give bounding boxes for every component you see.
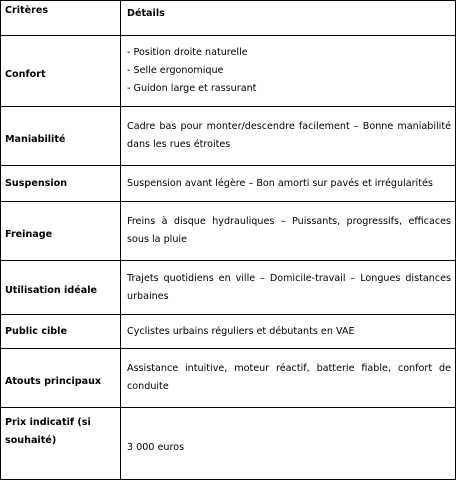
row-label: Freinage [1,202,121,261]
table-row [1,408,456,480]
row-label: Maniabilité [1,107,121,166]
table-row [1,261,456,315]
row-label: Utilisation idéale [1,261,121,315]
row-details: Cyclistes urbains réguliers et débutants en VAE [121,315,456,349]
row-details: Assistance intuitive, moteur réactif, batterie fiable, confort de conduite [121,349,456,408]
bullet-item: - Position droite naturelle [127,47,248,58]
row-details: Freins à disque hydrauliques – Puissants, progressifs, efficaces sous la pluie [121,202,456,261]
row-label: Suspension [1,166,121,202]
header-row [1,1,456,36]
table-row [1,349,456,408]
row-label: Public cible [1,315,121,349]
header-details: Détails [121,1,456,36]
row-details: Suspension avant légère – Bon amorti sur pavés et irrégularités [121,166,456,202]
table-row [1,166,456,202]
row-details: 3 000 euros [121,408,456,480]
row-label: Atouts principaux [1,349,121,408]
header-criteres: Critères [1,1,121,36]
bullet-item: - Selle ergonomique [127,65,224,76]
table-row [1,202,456,261]
row-label: Confort [1,36,121,107]
row-details [121,36,456,107]
row-details: Trajets quotidiens en ville – Domicile-travail – Longues distances urbaines [121,261,456,315]
row-details: Cadre bas pour monter/descendre facilement – Bonne maniabilité dans les rues étroites [121,107,456,166]
table-row [1,315,456,349]
table-row [1,107,456,166]
table-row [1,36,456,107]
row-label: Prix indicatif (si souhaité) [1,408,121,480]
bullet-item: - Guidon large et rassurant [127,83,257,94]
